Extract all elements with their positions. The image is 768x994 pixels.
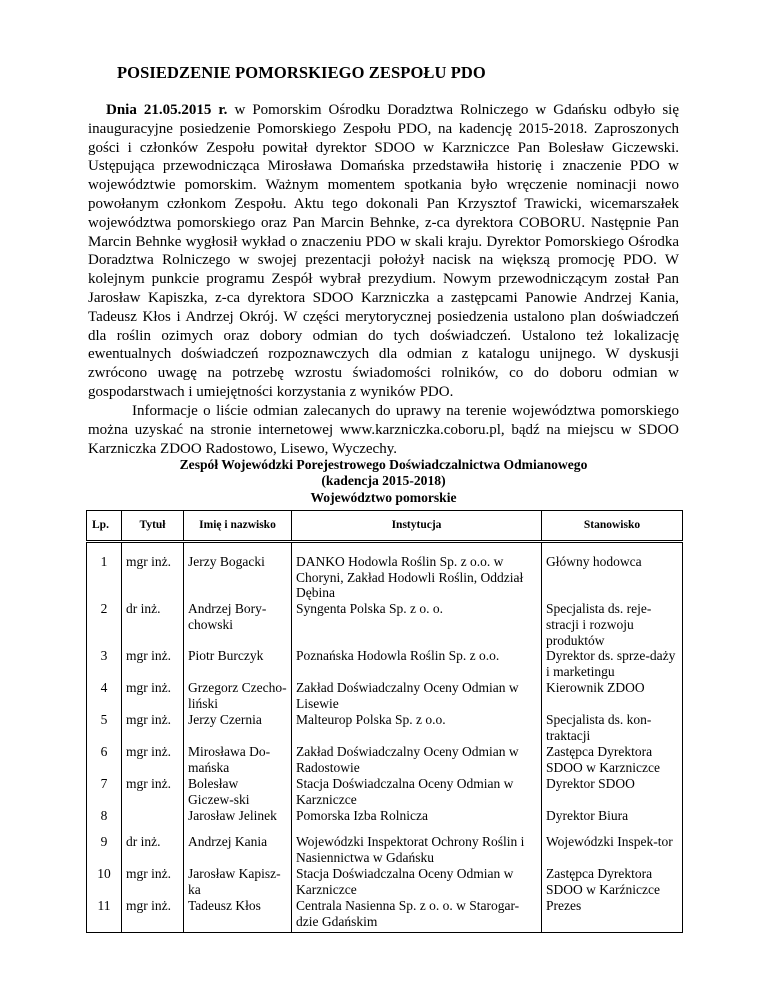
document-title: POSIEDZENIE POMORSKIEGO ZESPOŁU PDO [117,63,486,82]
cell-institution: Syngenta Polska Sp. z o. o. [292,601,542,648]
table-row [87,866,683,898]
cell-name: Bolesław Giczew-ski [184,776,292,808]
cell-position: Dyrektor ds. sprze-daży i marketingu [542,648,683,680]
cell-title: mgr inż. [122,866,184,898]
cell-name: Grzegorz Czecho-liński [184,680,292,712]
table-row [87,542,683,602]
cell-name: Jarosław Jelinek [184,808,292,834]
paragraph-variety-info: Informacje o liście odmian zalecanych do uprawy na terenie województwa pomorskiego można uzyskać na stronie internetowej www.karzniczka.coboru.pl, bądź na miejscu w SDOO Karzniczka ZDOO Radostowo, Lisewo, Wyczechy. [88,403,679,457]
cell-name: Jerzy Czernia [184,712,292,744]
cell-institution: Wojewódzki Inspektorat Ochrony Roślin i Nasiennictwa w Gdańsku [292,834,542,866]
cell-institution: Poznańska Hodowla Roślin Sp. z o.o. [292,648,542,680]
cell-nr: 8 [87,808,122,834]
cell-name: Andrzej Kania [184,834,292,866]
cell-name: Piotr Burczyk [184,648,292,680]
cell-nr: 11 [87,898,122,932]
cell-title [122,808,184,834]
cell-nr: 2 [87,601,122,648]
cell-position: Główny hodowca [542,542,683,602]
cell-title: mgr inż. [122,712,184,744]
cell-title: mgr inż. [122,542,184,602]
cell-title: dr inż. [122,834,184,866]
cell-title: mgr inż. [122,648,184,680]
paragraph-meeting-report [88,101,679,402]
members-table [86,510,683,933]
column-header-title: Tytuł [122,511,184,542]
cell-nr: 1 [87,542,122,602]
cell-title: mgr inż. [122,744,184,776]
table-row [87,648,683,680]
team-heading-name: Zespół Wojewódzki Porejestrowego Doświadczalnictwa Odmianowego [179,457,588,472]
cell-title: dr inż. [122,601,184,648]
cell-institution: Stacja Doświadczalna Oceny Odmian w Karzniczce [292,776,542,808]
cell-nr: 3 [87,648,122,680]
cell-name: Jarosław Kapisz-ka [184,866,292,898]
cell-position: Prezes [542,898,683,932]
column-header-nr: Lp. [87,511,122,542]
table-row [87,898,683,932]
team-heading [88,457,679,506]
table-row [87,808,683,834]
paragraph-date-lead: Dnia 21.05.2015 r. [106,102,228,118]
column-header-name: Imię i nazwisko [184,511,292,542]
cell-position: Dyrektor SDOO [542,776,683,808]
paragraph-meeting-body: w Pomorskim Ośrodku Doradztwa Rolniczego w Gdańsku odbyło się inauguracyjne posiedzenie Pomorskiego Zespołu PDO, na kadencję 2015-2018. Zaproszonych gości i członków Zespołu powitał dyrektor SDOO w Karzniczce Pan Bolesław Giczewski. Ustępująca przewodnicząca Mirosława Domańska przedstawiła historię i znaczenie PDO w województwie pomorskim. Ważnym momentem spotkania było wręczenie nominacji nowo powołanym członkom Zespołu. Aktu tego dokonali Pan Krzysztof Trawicki, wicemarszałek województwa pomorskiego oraz Pan Marcin Behnke, z-ca dyrektora COBORU. Następnie Pan Marcin Behnke wygłosił wykład o znaczeniu PDO w skali kraju. Dyrektor Pomorskiego Ośrodka Doradztwa Rolniczego w swojej prezentacji położył nacisk na większą promocję PDO. W kolejnym punkcie programu Zespół wybrał prezydium. Nowym przewodniczącym został Pan Jarosław Kapiszka, z-ca dyrektora SDOO Karzniczka a zastępcami Panowie Andrzej Kania, Tadeusz Kłos i Andrzej Okrój. W części merytorycznej posiedzenia ustalono plan doświadczeń dla roślin ozimych oraz dobory odmian do tych doświadczeń. Ustalono też lokalizację ewentualnych doświadczeń rozpoznawczych dla odmian z katalogu unijnego. W dyskusji zwrócono uwagę na potrzebę wzrostu świadomości rolników, co do doboru odmian w gospodarstwach i umiejętności korzystania z wyników PDO. [88,102,679,400]
column-header-position: Stanowisko [542,511,683,542]
cell-institution: Zakład Doświadczalny Oceny Odmian w Lisewie [292,680,542,712]
cell-institution: Stacja Doświadczalna Oceny Odmian w Karzniczce [292,866,542,898]
cell-institution: Malteurop Polska Sp. z o.o. [292,712,542,744]
table-row [87,680,683,712]
cell-nr: 4 [87,680,122,712]
cell-position: Specjalista ds. reje-stracji i rozwoju produktów [542,601,683,648]
cell-position: Specjalista ds. kon-traktacji [542,712,683,744]
team-heading-term: (kadencja 2015-2018) [321,473,446,489]
cell-institution: Pomorska Izba Rolnicza [292,808,542,834]
cell-institution: DANKO Hodowla Roślin Sp. z o.o. w Choryni, Zakład Hodowli Roślin, Oddział Dębina [292,542,542,602]
cell-institution: Zakład Doświadczalny Oceny Odmian w Radostowie [292,744,542,776]
cell-name: Mirosława Do-mańska [184,744,292,776]
cell-institution: Centrala Nasienna Sp. z o. o. w Starogar-dzie Gdańskim [292,898,542,932]
cell-nr: 7 [87,776,122,808]
cell-position: Wojewódzki Inspek-tor [542,834,683,866]
cell-position: Zastępca Dyrektora SDOO w Karzniczce [542,744,683,776]
cell-position: Zastępca Dyrektora SDOO w Karźniczce [542,866,683,898]
cell-position: Dyrektor Biura [542,808,683,834]
cell-nr: 9 [87,834,122,866]
team-heading-region: Województwo pomorskie [310,489,457,505]
cell-name: Andrzej Bory-chowski [184,601,292,648]
table-row [87,744,683,776]
cell-nr: 10 [87,866,122,898]
cell-name: Tadeusz Kłos [184,898,292,932]
cell-title: mgr inż. [122,776,184,808]
column-header-institution: Instytucja [292,511,542,542]
table-header-row [87,511,683,542]
cell-nr: 5 [87,712,122,744]
cell-title: mgr inż. [122,898,184,932]
cell-title: mgr inż. [122,680,184,712]
table-row [87,601,683,648]
cell-position: Kierownik ZDOO [542,680,683,712]
table-row [87,776,683,808]
cell-name: Jerzy Bogacki [184,542,292,602]
table-row [87,712,683,744]
table-row [87,834,683,866]
cell-nr: 6 [87,744,122,776]
